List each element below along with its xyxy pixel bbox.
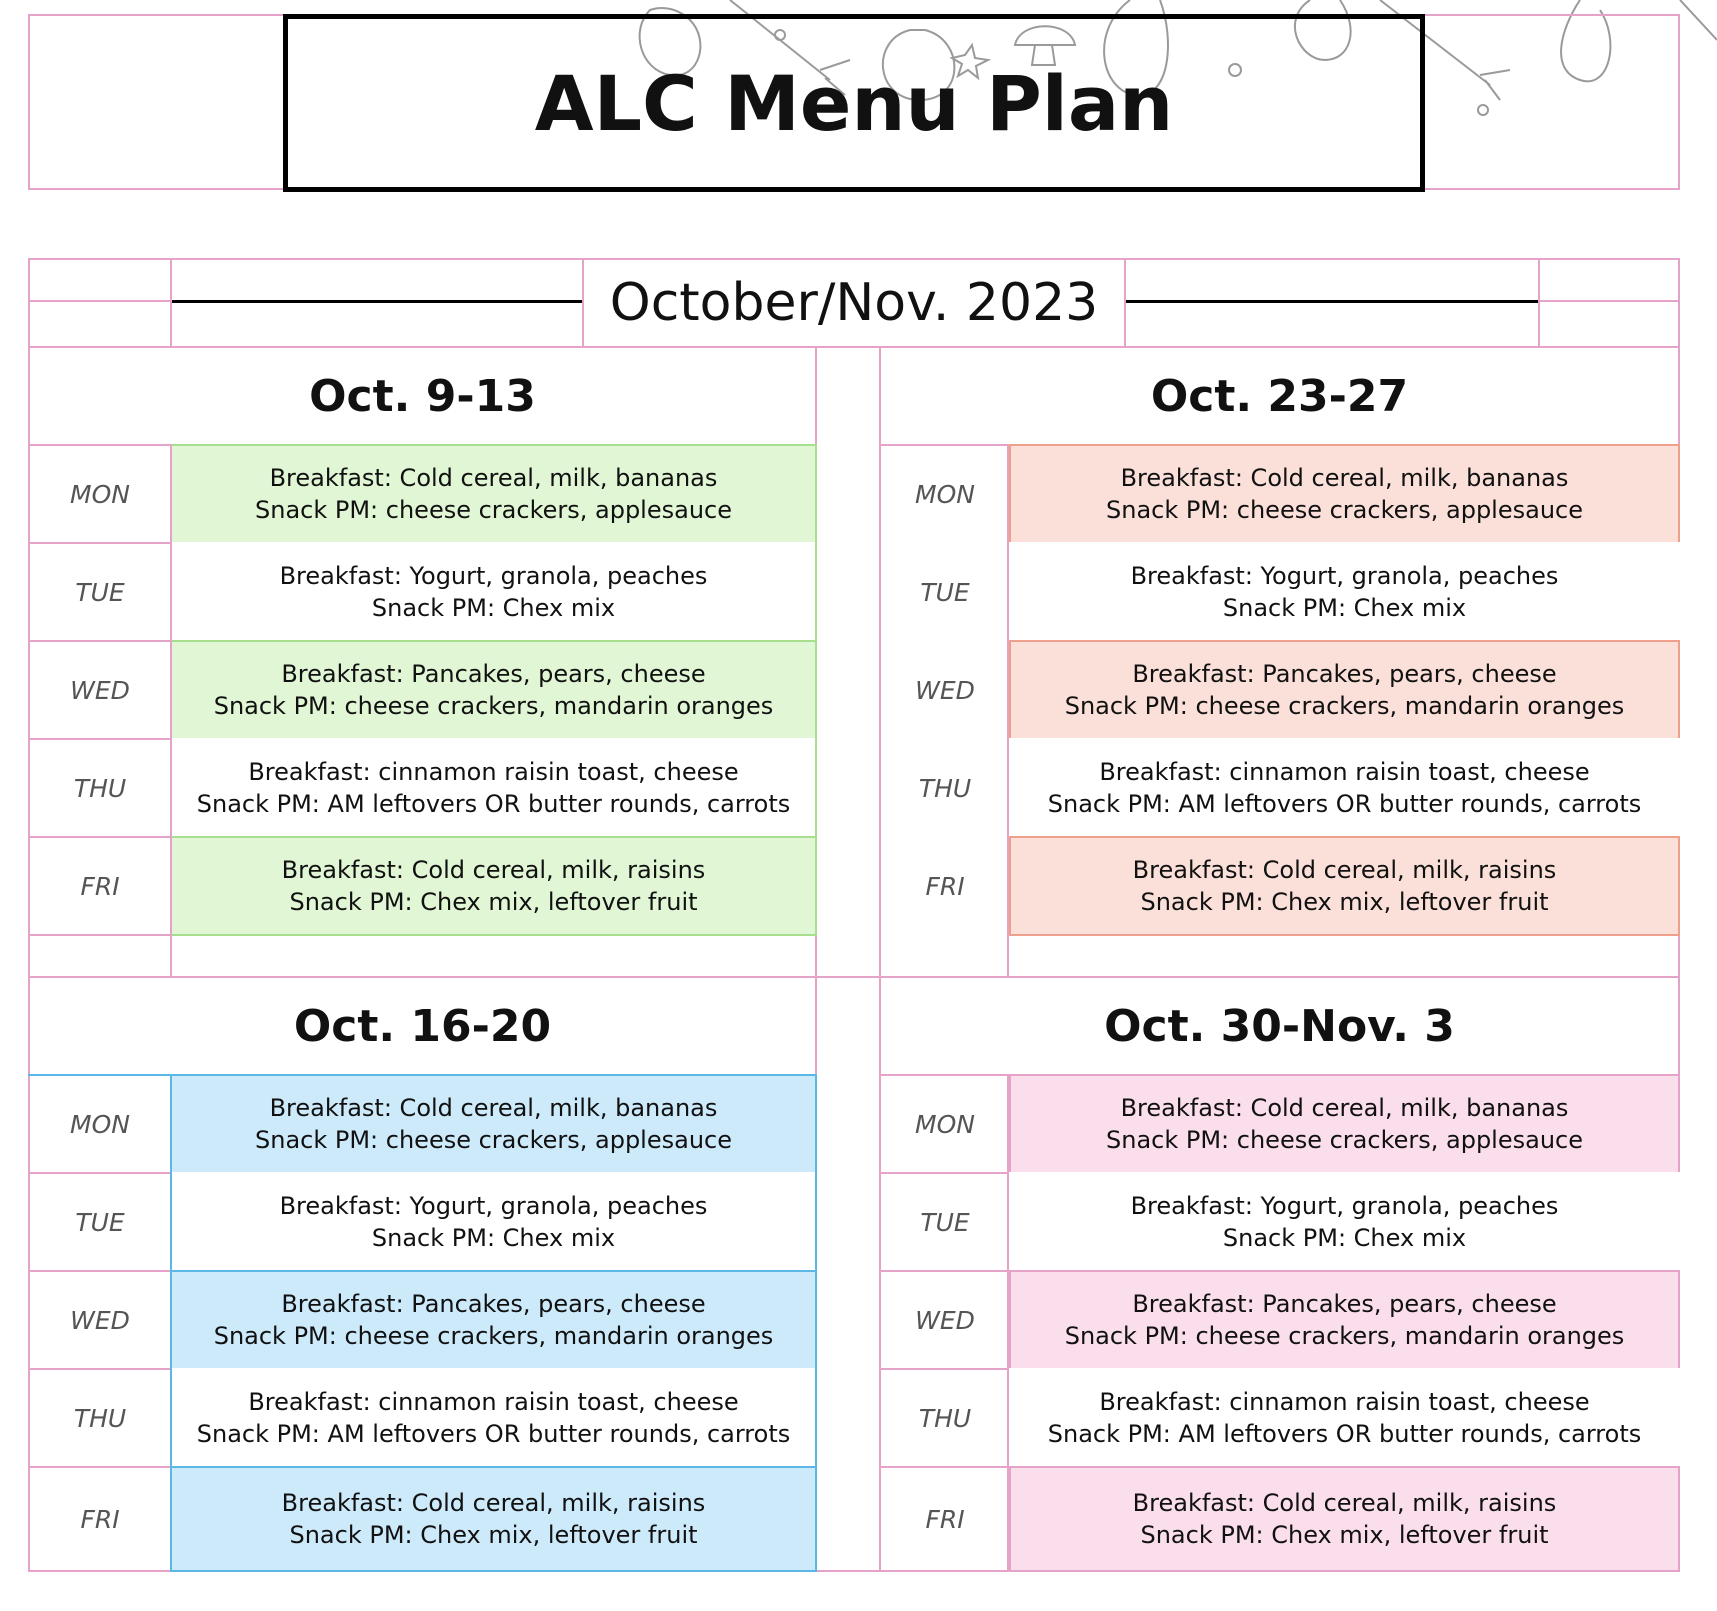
day-label: THU [918, 773, 972, 803]
month-rule-left [172, 300, 582, 303]
snack-text: Snack PM: Chex mix, leftover fruit [289, 888, 698, 916]
breakfast-text: Breakfast: Cold cereal, milk, bananas [269, 1094, 718, 1122]
row-divider [28, 934, 170, 936]
snack-text: Snack PM: cheese crackers, mandarin oranges [1064, 1322, 1625, 1350]
day-label: THU [918, 1403, 972, 1433]
week-title: Oct. 9-13 [309, 370, 536, 422]
menu-cell [1009, 542, 1680, 642]
breakfast-text: Breakfast: Cold cereal, milk, bananas [1120, 1094, 1569, 1122]
week-title: Oct. 23-27 [1150, 370, 1409, 422]
snack-text: Snack PM: cheese crackers, applesauce [255, 496, 732, 524]
menu-cell [170, 836, 817, 936]
breakfast-text: Breakfast: Pancakes, pears, cheese [1132, 1290, 1557, 1318]
menu-cell [170, 1172, 817, 1272]
menu-cell [1009, 1368, 1680, 1468]
breakfast-text: Breakfast: cinnamon raisin toast, cheese [248, 1388, 739, 1416]
breakfast-text: Breakfast: cinnamon raisin toast, cheese [248, 758, 739, 786]
breakfast-text: Breakfast: Yogurt, granola, peaches [279, 1192, 708, 1220]
menu-cell [170, 738, 817, 838]
snack-text: Snack PM: AM leftovers OR butter rounds, carrots [196, 790, 791, 818]
snack-text: Snack PM: cheese crackers, applesauce [1106, 496, 1583, 524]
month-band-divider-left [28, 300, 172, 302]
snack-text: Snack PM: AM leftovers OR butter rounds, carrots [1047, 790, 1642, 818]
menu-cell [1009, 1172, 1680, 1272]
carrot-doodle-2 [1680, 0, 1717, 40]
menu-cell [1009, 1270, 1680, 1370]
day-label: MON [70, 1109, 130, 1139]
menu-cell [1009, 1074, 1680, 1174]
menu-cell [1009, 640, 1680, 740]
snack-text: Snack PM: cheese crackers, mandarin oranges [1064, 692, 1625, 720]
week-title: Oct. 16-20 [293, 1000, 552, 1052]
day-label: WED [915, 1305, 975, 1335]
menu-cell [1009, 1466, 1680, 1572]
title-box [283, 14, 1425, 192]
day-label: WED [70, 675, 130, 705]
week-title: Oct. 30-Nov. 3 [1104, 1000, 1455, 1052]
day-label: THU [73, 773, 127, 803]
breakfast-text: Breakfast: Yogurt, granola, peaches [1130, 1192, 1559, 1220]
breakfast-text: Breakfast: cinnamon raisin toast, cheese [1099, 1388, 1590, 1416]
menu-cell [1009, 738, 1680, 838]
snack-text: Snack PM: Chex mix [371, 594, 616, 622]
menu-cell [1009, 836, 1680, 936]
month-label: October/Nov. 2023 [609, 273, 1099, 333]
day-label: THU [73, 1403, 127, 1433]
menu-cell [170, 1270, 817, 1370]
snack-text: Snack PM: Chex mix, leftover fruit [289, 1521, 698, 1549]
day-label: FRI [80, 1504, 120, 1534]
day-label: FRI [925, 871, 965, 901]
menu-cell [1009, 444, 1680, 544]
day-label: FRI [925, 1504, 965, 1534]
day-label: TUE [920, 1207, 970, 1237]
day-label: FRI [80, 871, 120, 901]
menu-cell [170, 640, 817, 740]
breakfast-text: Breakfast: Pancakes, pears, cheese [1132, 660, 1557, 688]
breakfast-text: Breakfast: Cold cereal, milk, raisins [1132, 856, 1557, 884]
menu-cell [170, 1368, 817, 1468]
snack-text: Snack PM: cheese crackers, mandarin oranges [213, 692, 774, 720]
snack-text: Snack PM: cheese crackers, applesauce [255, 1126, 732, 1154]
day-label: TUE [75, 577, 125, 607]
snack-text: Snack PM: Chex mix [1222, 594, 1467, 622]
menu-cell [170, 1074, 817, 1174]
month-band-vline-4 [1538, 258, 1540, 348]
day-column-line [1007, 1074, 1009, 1572]
snack-text: Snack PM: Chex mix [1222, 1224, 1467, 1252]
snack-text: Snack PM: AM leftovers OR butter rounds, carrots [196, 1420, 791, 1448]
day-label: WED [70, 1305, 130, 1335]
snack-text: Snack PM: cheese crackers, mandarin oranges [213, 1322, 774, 1350]
breakfast-text: Breakfast: Pancakes, pears, cheese [281, 660, 706, 688]
snack-text: Snack PM: Chex mix [371, 1224, 616, 1252]
snack-text: Snack PM: Chex mix, leftover fruit [1140, 888, 1549, 916]
menu-cell [170, 1466, 817, 1572]
day-label: MON [915, 1109, 975, 1139]
day-column-line [1007, 444, 1009, 978]
month-rule-right [1126, 300, 1538, 303]
breakfast-text: Breakfast: Yogurt, granola, peaches [1130, 562, 1559, 590]
day-label: TUE [920, 577, 970, 607]
day-label: MON [70, 479, 130, 509]
day-column-line [170, 444, 172, 978]
day-label: MON [915, 479, 975, 509]
snack-text: Snack PM: AM leftovers OR butter rounds, carrots [1047, 1420, 1642, 1448]
month-band-divider-right [1538, 300, 1680, 302]
snack-text: Snack PM: Chex mix, leftover fruit [1140, 1521, 1549, 1549]
breakfast-text: Breakfast: Pancakes, pears, cheese [281, 1290, 706, 1318]
breakfast-text: Breakfast: Cold cereal, milk, bananas [269, 464, 718, 492]
menu-cell [170, 542, 817, 642]
menu-cell [170, 444, 817, 544]
day-label: TUE [75, 1207, 125, 1237]
breakfast-text: Breakfast: cinnamon raisin toast, cheese [1099, 758, 1590, 786]
day-label: WED [915, 675, 975, 705]
breakfast-text: Breakfast: Cold cereal, milk, raisins [281, 856, 706, 884]
breakfast-text: Breakfast: Cold cereal, milk, bananas [1120, 464, 1569, 492]
snack-text: Snack PM: cheese crackers, applesauce [1106, 1126, 1583, 1154]
month-band-vline-1 [170, 258, 172, 348]
breakfast-text: Breakfast: Cold cereal, milk, raisins [281, 1489, 706, 1517]
breakfast-text: Breakfast: Yogurt, granola, peaches [279, 562, 708, 590]
breakfast-text: Breakfast: Cold cereal, milk, raisins [1132, 1489, 1557, 1517]
page-title: ALC Menu Plan [534, 58, 1174, 148]
